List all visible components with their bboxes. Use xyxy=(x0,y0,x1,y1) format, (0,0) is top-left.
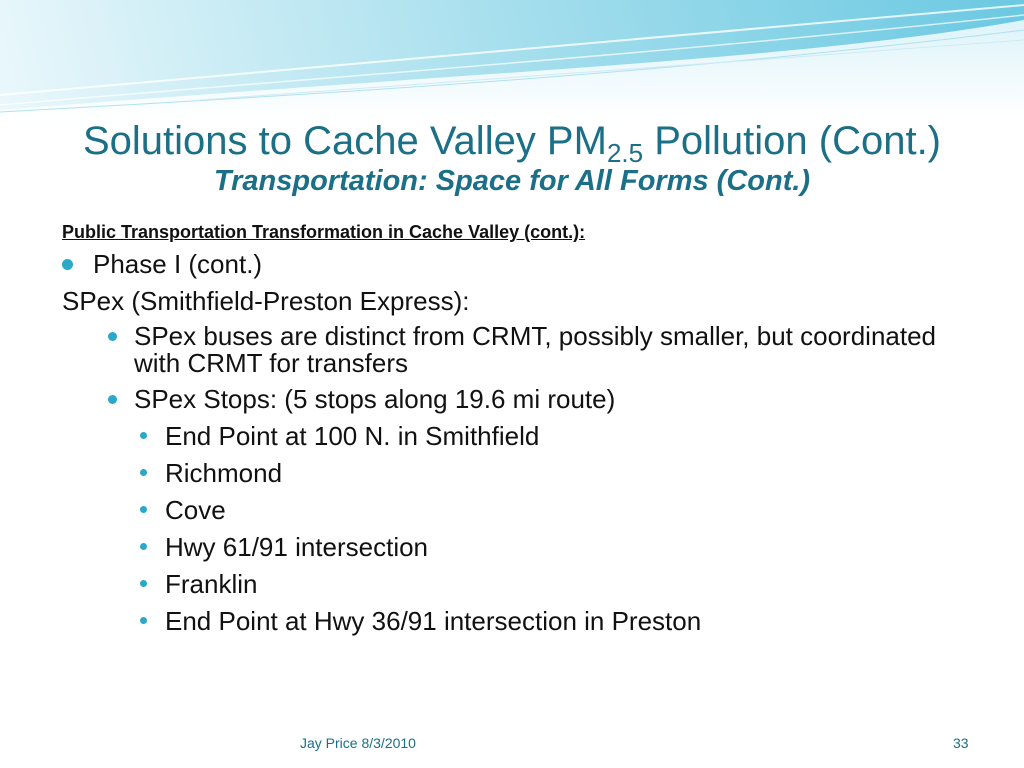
spex-point-text: SPex Stops: (5 stops along 19.6 mi route) xyxy=(134,384,616,414)
stop-text: Cove xyxy=(165,495,226,525)
bullet-icon xyxy=(140,506,147,513)
bullet-icon xyxy=(140,432,147,439)
spex-point-text: SPex buses are distinct from CRMT, possibly smaller, but coordinated with CRMT for transfers xyxy=(134,321,937,378)
spex-point xyxy=(62,323,962,377)
intro-heading: Public Transportation Transformation in Cache Valley (cont.): xyxy=(62,222,586,242)
footer-author-date: Jay Price 8/3/2010 xyxy=(300,735,416,751)
phase-bullet xyxy=(62,247,962,281)
stop-item xyxy=(62,419,962,453)
stop-item xyxy=(62,530,962,564)
bullet-icon xyxy=(140,469,147,476)
bullet-icon xyxy=(62,259,73,270)
stop-text: End Point at Hwy 36/91 intersection in Preston xyxy=(165,606,702,636)
title-main: Solutions to Cache Valley PM xyxy=(82,119,607,163)
spex-heading: SPex (Smithfield-Preston Express): xyxy=(62,286,470,316)
title-subscript: 2.5 xyxy=(606,138,644,168)
stop-text: Richmond xyxy=(165,458,283,488)
stop-item xyxy=(62,493,962,527)
bullet-icon xyxy=(140,580,147,587)
stop-item xyxy=(62,567,962,601)
slide-content xyxy=(62,219,962,641)
title-block xyxy=(0,113,1024,198)
stop-item xyxy=(62,456,962,490)
bullet-icon xyxy=(140,543,147,550)
title-tail: Pollution (Cont.) xyxy=(643,119,942,163)
slide-subtitle: Transportation: Space for All Forms (Cont.) xyxy=(213,165,811,197)
header-wave-decoration xyxy=(0,0,1024,120)
page-number: 33 xyxy=(953,735,969,751)
stop-text: End Point at 100 N. in Smithfield xyxy=(165,421,540,451)
stop-text: Franklin xyxy=(165,569,258,599)
stop-item xyxy=(62,604,962,638)
phase-text: Phase I (cont.) xyxy=(93,249,263,279)
spex-point xyxy=(62,386,962,413)
bullet-icon xyxy=(108,332,117,341)
bullet-icon xyxy=(140,617,147,624)
slide-title xyxy=(0,113,1024,169)
stop-text: Hwy 61/91 intersection xyxy=(165,532,429,562)
bullet-icon xyxy=(108,395,117,404)
